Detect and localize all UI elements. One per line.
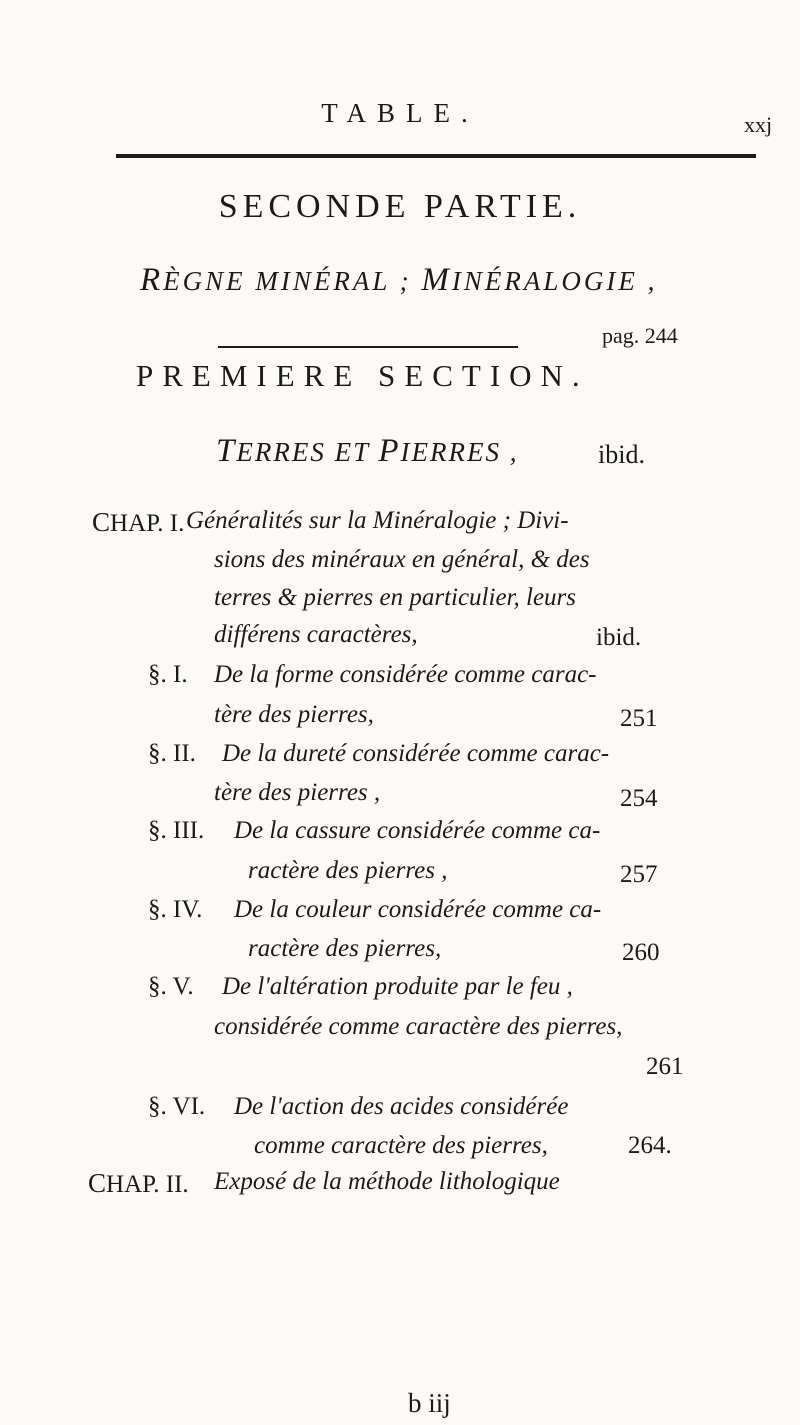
s2-ref: 254	[620, 785, 658, 812]
chap2-label-lead: C	[88, 1168, 107, 1198]
terres-ref: ibid.	[598, 440, 645, 469]
s3-label: §. III.	[148, 817, 205, 844]
s6-ref: 264.	[628, 1132, 672, 1159]
s4-ref: 260	[622, 939, 660, 966]
s3-line-1: De la cassure considérée comme ca-	[234, 817, 601, 844]
s5-line-2: considérée comme caractère des pierres,	[214, 1013, 623, 1040]
s6-label: §. VI.	[148, 1093, 206, 1120]
part-title: SECONDE PARTIE.	[218, 188, 582, 225]
section-title: PREMIERE SECTION.	[136, 358, 589, 393]
terres-heading	[216, 433, 519, 470]
chap1-ref: ibid.	[596, 624, 642, 651]
chap1-label-lead: C	[92, 507, 111, 537]
regne-rest: ÈGNE MINÉRAL ;	[163, 266, 422, 296]
chap1-line-1: Généralités sur la Minéralogie ; Divi-	[186, 507, 569, 534]
s2-line-1: De la dureté considérée comme carac-	[222, 740, 610, 767]
s2-label: §. II.	[148, 740, 196, 767]
s5-label: §. V.	[148, 973, 194, 1000]
s4-line-2: ractère des pierres,	[248, 935, 442, 962]
s4-label: §. IV.	[148, 896, 203, 923]
terres-lead-2: P	[378, 433, 401, 469]
s1-ref: 251	[620, 705, 658, 732]
s1-line-1: De la forme considérée comme carac-	[214, 661, 597, 688]
chap1-line-4: différens caractères,	[214, 621, 418, 648]
regne-heading	[140, 262, 657, 299]
mineralogie-lead: M	[421, 262, 452, 298]
s6-line-1: De l'action des acides considérée	[234, 1093, 569, 1120]
s6-line-2: comme caractère des pierres,	[254, 1132, 548, 1159]
s2-line-2: tère des pierres ,	[214, 779, 381, 806]
chap1-label	[92, 507, 184, 538]
s3-ref: 257	[620, 861, 658, 888]
part-rule	[218, 346, 518, 348]
folio: xxj	[744, 112, 773, 137]
chap1-line-2: sions des minéraux en général, & des	[214, 546, 590, 573]
running-head: TABLE.	[321, 98, 479, 128]
terres-rest-1: ERRES ET	[236, 437, 379, 467]
mineralogie-rest: INÉRALOGIE ,	[451, 266, 658, 296]
chap2-label	[88, 1168, 189, 1199]
s5-ref: 261	[646, 1053, 684, 1080]
terres-lead-1: T	[216, 433, 237, 469]
chap1-label-rest: HAP. I.	[110, 510, 185, 537]
s3-line-2: ractère des pierres ,	[248, 857, 448, 884]
part-page-ref: pag. 244	[602, 323, 678, 348]
chap1-line-3: terres & pierres en particulier, leurs	[214, 584, 576, 611]
header-rule	[116, 154, 756, 158]
s1-label: §. I.	[148, 661, 188, 688]
signature-mark: b iij	[408, 1388, 451, 1418]
chap2-label-rest: HAP. II.	[106, 1171, 189, 1198]
s4-line-1: De la couleur considérée comme ca-	[234, 896, 602, 923]
regne-lead: R	[140, 262, 164, 298]
terres-rest-2: IERRES ,	[400, 437, 519, 467]
chap2-line-1: Exposé de la méthode lithologique	[214, 1168, 560, 1195]
s1-line-2: tère des pierres,	[214, 701, 374, 728]
s5-line-1: De l'altération produite par le feu ,	[222, 973, 573, 1000]
